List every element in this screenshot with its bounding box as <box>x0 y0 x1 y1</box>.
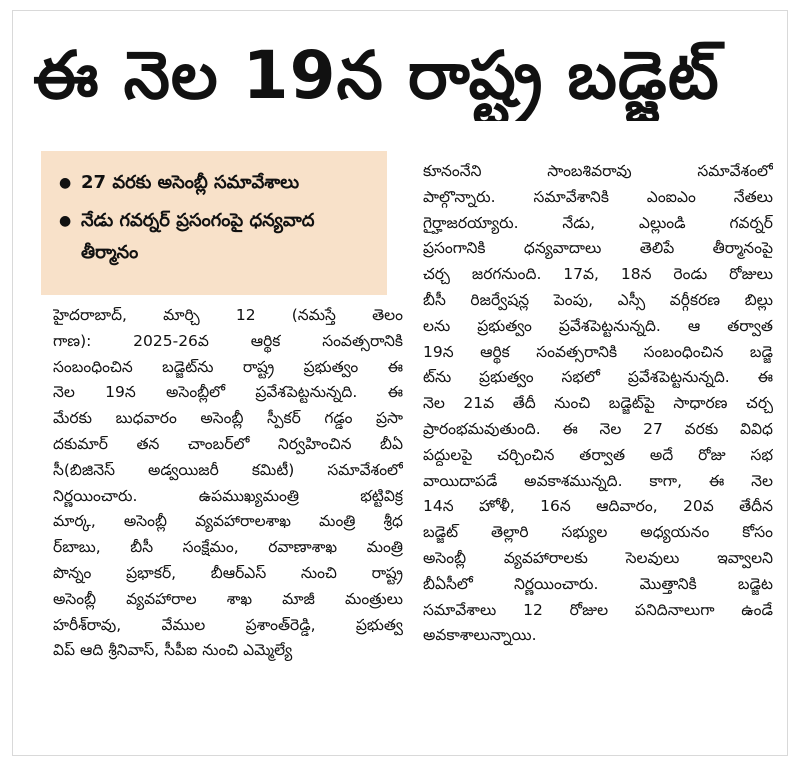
article-line: నెల 21వ తేదీ నుంచి బడ్జెట్‌పై సాధారణ చర్చ <box>423 394 773 413</box>
article-line: పద్దులపై చర్చించిన తర్వాత అదే రోజు సభ <box>423 445 773 464</box>
highlight-text: నేడు గవర్నర్ ప్రసంగంపై ధన్యవాద తీర్మానం <box>81 210 315 263</box>
highlight-item <box>59 167 373 199</box>
article-line: అసెంబ్లీ వ్యవహారాల శాఖ మాజీ మంత్రులు <box>53 589 403 608</box>
article-line: నెల 19న అసెంబ్లీలో ప్రవేశపెట్టనున్నది. ఈ <box>53 383 403 402</box>
article-line: ట్‌ను ప్రభుత్వం సభలో ప్రవేశపెట్టనున్నది. ఈ <box>423 368 773 387</box>
article-line: గైర్హాజరయ్యారు. నేడు, ఎల్లుండి గవర్నర్ <box>423 213 773 232</box>
article-line: గాణ): 2025-26వ ఆర్థిక సంవత్సరానికి <box>53 331 403 350</box>
article-column-right <box>423 159 773 649</box>
article-line: బీసీ రిజర్వేషన్ల పెంపు, ఎస్సీ వర్గీకరణ బిల్లు <box>423 290 773 309</box>
article-column-left <box>53 303 403 664</box>
article-line: అవకాశాలున్నాయి. <box>423 626 537 645</box>
article-line: మార్క, అసెంబ్లీ వ్యవహారాలశాఖ మంత్రి శ్రీధ <box>53 512 403 531</box>
article-line: ప్రసంగానికి ధన్యవాదాలు తెలిపే తీర్మానంపై <box>423 239 773 258</box>
article-line: పాల్గొన్నారు. సమావేశానికి ఎంఐఎం నేతలు <box>423 187 773 206</box>
bullet-icon: ● <box>59 175 72 191</box>
highlight-text: 27 వరకు అసెంబ్లీ సమావేశాలు <box>81 172 300 193</box>
article-line: అసెంబ్లీ వ్యవహారాలకు సెలవులు ఇవ్వాలని <box>423 548 773 567</box>
article-line: వాయిదాపడే అవకాశమున్నది. కాగా, ఈ నెల <box>423 471 773 490</box>
article-line: లను ప్రభుత్వం ప్రవేశపెట్టనున్నది. ఆ తర్వాత <box>423 316 773 335</box>
news-clipping <box>12 10 788 756</box>
headline: ఈ నెల 19న రాష్ట్ర బడ్జెట్ <box>33 37 720 114</box>
highlights-box <box>41 151 387 295</box>
bullet-icon: ● <box>59 213 72 229</box>
article-line: సమావేశాలు 12 రోజుల పనిదినాలుగా ఉండే <box>423 600 773 619</box>
article-line: ర్‌బాబు, బీసీ సంక్షేమం, రవాణాశాఖ మంత్రి <box>53 538 403 557</box>
article-line: సంబంధించిన బడ్జెట్‌ను రాష్ట్ర ప్రభుత్వం ఈ <box>53 357 403 376</box>
article-line: హైదరాబాద్, మార్చి 12 (నమస్తే తెలం <box>53 306 403 324</box>
article-line: విప్ ఆది శ్రీనివాస్, సీపీఐ నుంచి ఎమ్మెల్యే <box>53 641 293 660</box>
article-line: పొన్నం ప్రభాకర్, బీఆర్‌ఎస్ నుంచి రాష్ట్ర <box>53 563 403 582</box>
article-line: హరీశ్‌రావు, వేముల ప్రశాంత్‌రెడ్డి, ప్రభుత్వ <box>53 615 403 634</box>
article-line: ప్రారంభమవుతుంది. ఈ నెల 27 వరకు వివిధ <box>423 419 773 438</box>
article-line: బడ్జెట్ తెల్లారి సభ్యుల అధ్యయనం కోసం <box>423 523 773 542</box>
article-line: చర్చ జరగనుంది. 17వ, 18న రెండు రోజులు <box>423 265 773 284</box>
article-line: 14న హోళీ, 16న ఆదివారం, 20వ తేదీన <box>423 497 773 516</box>
article-line: దకుమార్ తన చాంబర్‌లో నిర్వహించిన బీఏ <box>53 434 403 453</box>
article-line: కూనంనేని సాంబశివరావు సమావేశంలో <box>423 162 773 180</box>
article-line: 19న ఆర్థిక సంవత్సరానికి సంబంధించిన బడ్జె <box>423 342 773 361</box>
highlight-item <box>59 205 373 269</box>
article-line: సీ(బిజినెస్ అడ్వయిజరీ కమిటీ) సమావేశంలో <box>53 460 403 479</box>
article-line: బీఏసీలో నిర్ణయించారు. మొత్తానికి బడ్జెట <box>423 574 773 593</box>
article-line: నిర్ణయించారు. ఉపముఖ్యమంత్రి భట్టివిక్ర <box>53 486 403 505</box>
article-line: మేరకు బుధవారం అసెంబ్లీ స్పీకర్ గడ్డం ప్రసా <box>53 409 403 428</box>
